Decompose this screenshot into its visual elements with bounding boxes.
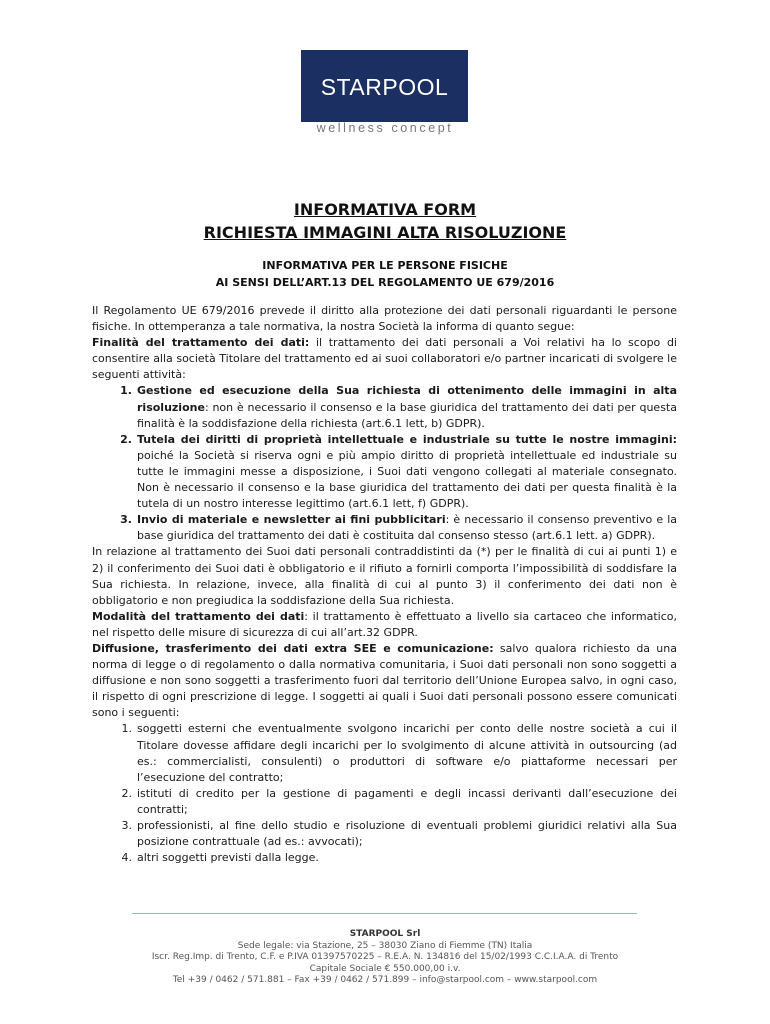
list-item	[92, 850, 677, 866]
list-item	[92, 512, 677, 544]
list-item	[92, 818, 677, 850]
list-item-text: poiché la Società si riserva ogni e più ampio diritto di proprietà intellettuale ed industriale su tutte le immagini messe a disposizione, i Suoi dati vengono collegati al materiale consegnato. Non è necessario il consenso e la base giuridica del trattamento dei dati per questa finalità è la tutela di un nostro interesse legittimo (art.6.1 lett, f) GDPR).	[137, 448, 677, 511]
list-number: 3.	[120, 513, 132, 527]
diffusione-text: salvo qualora richiesto da una norma di legge o di regolamento o dalla normativa comunitaria, i Suoi dati personali non sono soggetti a diffusione e non sono soggetti a trasferimento fuori dal territorio dell’Unione Europea salvo, in ogni caso, il rispetto di ogni prescrizione di legge. I soggetti ai quali i Suoi dati personali possono essere comunicati sono i seguenti:	[92, 641, 677, 720]
diffusione-heading: Diffusione, trasferimento dei dati extra SEE e comunicazione:	[92, 641, 494, 655]
footer-registry: Iscr. Reg.Imp. di Trento, C.F. e P.IVA 01397570225 – R.E.A. N. 134816 del 15/02/1993 C.C.I.A.A. di Trento	[151, 952, 619, 962]
list-number: 2.	[120, 432, 132, 446]
finalita-heading: Finalità del trattamento dei dati:	[92, 336, 310, 350]
list-item-text: : è necessario il consenso preventivo e la base giuridica del trattamento dei dati è costituita dal consenso stesso (art.6.1 lett. a) GDPR).	[137, 513, 678, 543]
list-item-text: istituti di credito per la gestione di pagamenti e degli incassi derivanti dall’esecuzione dei contratti;	[137, 786, 677, 816]
footer	[0, 929, 770, 987]
list-item-heading: Tutela dei diritti di proprietà intellettuale e industriale su tutte le nostre immagini:	[137, 432, 677, 446]
document-body	[92, 303, 677, 866]
finalita-paragraph	[92, 335, 677, 383]
intro-paragraph: Il Regolamento UE 679/2016 prevede il diritto alla protezione dei dati personali riguardanti le persone fisiche. In ottemperanza a tale normativa, la nostra Società la informa di quanto segue:	[92, 304, 677, 334]
list-item-text: soggetti esterni che eventualmente svolgono incarichi per conto delle nostre società a cui il Titolare dovesse affidare degli incarichi per lo svolgimento di alcune attività in outsourcing (ad es.: commercialisti, consulenti) o produttori di software e/o piattaforme necessari per l’esecuzione del contratto;	[137, 722, 677, 784]
subtitle-line2: AI SENSI DELL’ART.13 DEL REGOLAMENTO UE 679/2016	[215, 276, 555, 289]
footer-capital: Capitale Sociale € 550.000,00 i.v.	[309, 963, 461, 974]
modalita-text: : il trattamento è effettuato a livello sia cartaceo che informatico, nel rispetto delle misure di sicurezza di cui all’art.32 GDPR.	[92, 609, 677, 639]
modalita-heading: Modalità del trattamento dei dati	[92, 609, 305, 623]
logo-tagline: wellness concept	[316, 121, 454, 135]
diffusione-paragraph	[92, 641, 677, 721]
list-item-text: altri soggetti previsti dalla legge.	[137, 851, 319, 865]
list-number: 4.	[121, 851, 132, 865]
list-number: 3.	[121, 819, 132, 832]
modalita-paragraph	[92, 609, 677, 641]
list-item-heading: Invio di materiale e newsletter ai fini pubblicitari	[137, 513, 446, 527]
document-title-line2: RICHIESTA IMMAGINI ALTA RISOLUZIONE	[203, 223, 567, 242]
logo	[301, 50, 468, 122]
list-item	[92, 786, 677, 818]
document-title: INFORMATIVA FORM	[293, 200, 477, 219]
footer-contacts: Tel +39 / 0462 / 571.881 – Fax +39 / 0462 / 571.899 – info@starpool.com – www.starpool.com	[172, 975, 598, 985]
finalita-text: il trattamento dei dati personali a Voi relativi ha lo scopo di consentire alla società Titolare del trattamento ed ai suoi collaboratori e/o partner incaricati di svolgere le seguenti attività:	[92, 336, 677, 382]
list-item-text: professionisti, al fine dello studio e risoluzione di eventuali problemi giuridici relativi alla Sua posizione contrattuale (ad es.: avvocati);	[137, 819, 677, 849]
relazione-paragraph: In relazione al trattamento dei Suoi dati personali contraddistinti da (*) per le finalità di cui ai punti 1) e 2) il conferimento dei Suoi dati è obbligatorio e il rifiuto a fornirli comporta l’impossibilità di soddisfare la Sua richiesta. In relazione, invece, alla finalità di cui al punto 3) il conferimento dei dati non è obbligatorio e non pregiudica la soddisfazione della Sua richiesta.	[92, 545, 677, 607]
footer-address: Sede legale: via Stazione, 25 – 38030 Ziano di Fiemme (TN) Italia	[237, 940, 533, 951]
list-item-heading: Gestione ed esecuzione della Sua richiesta di ottenimento delle immagini in alta risoluzione	[137, 384, 677, 414]
footer-divider	[132, 913, 637, 914]
logo-text: STARPOOL	[320, 74, 449, 100]
list-item-text: : non è necessario il consenso e la base giuridica del trattamento dei dati per questa finalità è la soddisfazione della richiesta (art.6.1 lett, b) GDPR).	[137, 400, 677, 430]
subtitle: INFORMATIVA PER LE PERSONE FISICHE	[262, 259, 508, 272]
footer-company: STARPOOL Srl	[349, 929, 421, 939]
list-item	[92, 432, 677, 512]
list-item	[92, 721, 677, 785]
list-number: 1.	[121, 722, 132, 736]
list-number: 1.	[120, 384, 132, 398]
list-number: 2.	[121, 786, 132, 800]
list-item	[92, 383, 677, 431]
